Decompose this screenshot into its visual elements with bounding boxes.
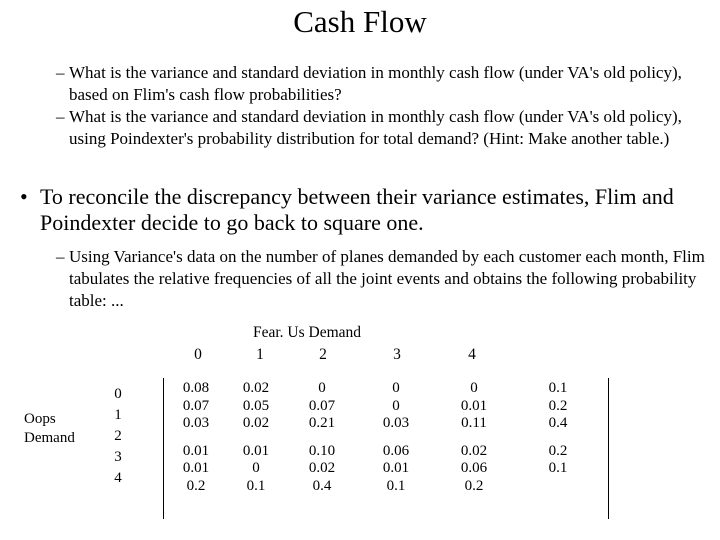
table-cell: 0.07 [182, 397, 210, 414]
table-column [170, 380, 222, 495]
slide-title: Cash Flow [293, 4, 427, 39]
dash-marker-2: – [56, 107, 65, 126]
table-column [532, 380, 584, 478]
table-cell: 0.1 [386, 477, 406, 494]
table-cell: 0.1 [548, 460, 568, 476]
table-cell: 0 [252, 460, 260, 476]
main-bullet: To reconcile the discrepancy between their variance estimates, Flim and Poindexter decide to go back to square one. [40, 184, 674, 235]
table-border [608, 378, 609, 519]
column-header-title: Fear. Us Demand [252, 324, 362, 341]
column-header: 1 [256, 346, 264, 363]
table-cell: 0.06 [460, 460, 488, 476]
table-cell: 0.08 [182, 380, 210, 396]
table-cell: 0.2 [548, 397, 568, 414]
table-cell: 0 [392, 397, 400, 414]
row-header: 3 [114, 449, 122, 465]
table-cell: 0.05 [242, 397, 270, 414]
table-cell: 0.2 [548, 442, 568, 459]
sub-bullet-3: Using Variance's data on the number of planes demanded by each customer each month, Flim tabulates the relative frequencies of all the joint events and obtains the following probability table: ... [69, 247, 705, 310]
table-cell: 0.02 [242, 415, 270, 431]
column-header: 0 [194, 346, 202, 363]
table-cell: 0.07 [308, 397, 336, 414]
table-border [163, 378, 164, 519]
table-cell: 0.1 [548, 380, 568, 396]
column-header: 2 [319, 346, 327, 363]
column-header: 3 [393, 346, 401, 363]
sub-bullet-2: What is the variance and standard deviation in monthly cash flow (under VA's old policy), using Poindexter's probability distribution for total demand? (Hint: Make another table.) [69, 107, 682, 148]
row-header-title: Oops Demand [24, 411, 75, 446]
table-cell: 0.01 [182, 460, 210, 476]
table-column [370, 380, 422, 495]
table-cell: 0.4 [548, 415, 568, 431]
dash-marker-1: – [56, 63, 65, 82]
table-column [230, 380, 282, 495]
table-cell: 0.01 [242, 442, 270, 459]
table-cell: 0.21 [308, 415, 336, 431]
dash-marker-3: – [56, 247, 65, 266]
table-cell: 0.01 [460, 397, 488, 414]
row-headers [108, 384, 128, 489]
row-header: 2 [114, 428, 122, 444]
table-cell: 0.06 [382, 442, 410, 459]
column-header: 4 [468, 346, 476, 363]
table-cell: 0 [392, 380, 400, 396]
table-cell: 0 [470, 380, 478, 396]
table-cell: 0.01 [382, 460, 410, 476]
table-cell: 0.4 [312, 477, 332, 494]
row-header: 1 [114, 407, 122, 423]
table-cell: 0.2 [464, 477, 484, 494]
row-header: 0 [114, 386, 122, 402]
table-column [448, 380, 500, 495]
table-cell: 0.11 [461, 415, 487, 431]
table-cell: 0.03 [382, 415, 410, 431]
table-cell: 0.10 [308, 442, 336, 459]
table-cell: 0.2 [186, 477, 206, 494]
table-cell: 0 [318, 380, 326, 396]
table-cell: 0.02 [308, 460, 336, 476]
bullet-marker: • [20, 184, 28, 209]
table-cell: 0.1 [246, 477, 266, 494]
sub-bullet-1: What is the variance and standard deviation in monthly cash flow (under VA's old policy), based on Flim's cash flow probabilities? [69, 63, 682, 104]
table-cell: 0.02 [460, 442, 488, 459]
table-cell: 0.02 [242, 380, 270, 396]
table-cell: 0.01 [182, 442, 210, 459]
table-cell: 0.03 [182, 415, 210, 431]
table-column [296, 380, 348, 495]
row-header: 4 [114, 470, 122, 486]
